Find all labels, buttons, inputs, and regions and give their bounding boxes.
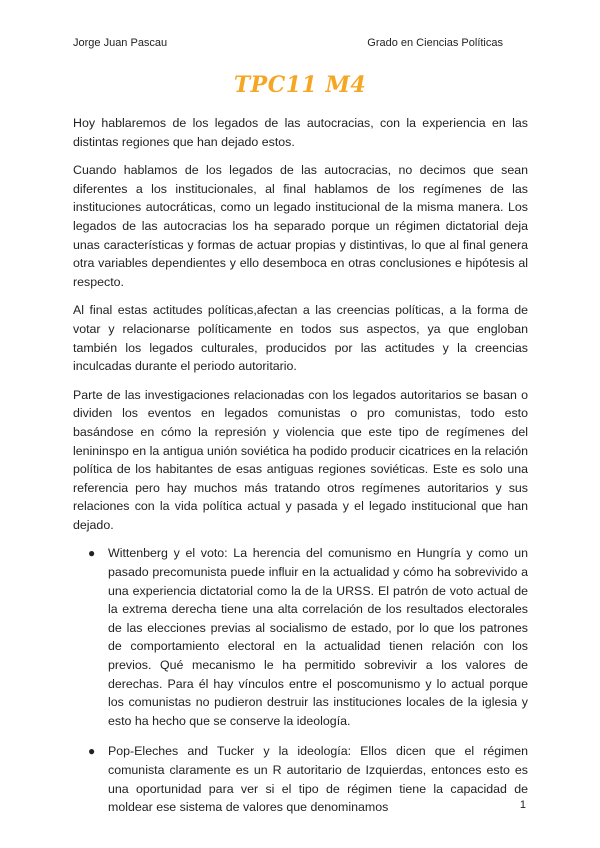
paragraph-actitudes: Al final estas actitudes políticas,afectan a las creencias políticas, a la forma de votar y relacionarse políticamente en todos sus aspectos, ya que engloban también los legados culturales, producidos por las actitudes y la creencias inculcadas durante el periodo autoritario. <box>73 303 528 374</box>
paragraph-investigaciones: Parte de las investigaciones relacionadas con los legados autoritarios se basan o dividen los eventos en legados comunistas o pro comunistas, todo esto basándose en cómo la represión y violencia que este tipo de regímenes del lenininspo en la antigua unión soviética ha podido producir cicatrices en la relación política de los habitantes de esas antiguas regiones soviéticas. Este es solo una referencia pero hay muchos más tratando otros regímenes autoritarios y sus relaciones con la vida política actual y pasada y el legado institucional que han dejado. <box>73 387 528 532</box>
list-item <box>73 742 528 816</box>
document-title: TPC11 M4 <box>233 72 367 98</box>
page-number: 1 <box>519 799 526 811</box>
bullet-icon: ● <box>88 546 96 561</box>
paragraph-legados: Cuando hablamos de los legados de las autocracias, no decimos que sean diferentes a los institucionales, al final hablamos de los regímenes de las instituciones autocráticas, como un legado institucional de la misma manera. Los legados de las autocracias los ha separado porque un régimen dictatorial deja unas características y formas de actuar propias y distintivas, lo que al final genera otra variables dependientes y ello desemboca en otras conclusiones e hipótesis al respecto. <box>73 163 528 289</box>
bullet-icon: ● <box>88 744 96 759</box>
header-degree: Grado en Ciencias Políticas <box>367 37 503 49</box>
header-author: Jorge Juan Pascau <box>73 37 168 49</box>
document-body <box>73 114 528 829</box>
list-item <box>73 544 528 730</box>
bullet-text: Pop-Eleches and Tucker y la ideología: Ellos dicen que el régimen comunista claramente es un R autoritario de Izquierdas, entonces esto es una oportunidad para ver si el tipo de régimen tiene la capacidad de moldear ese sistema de valores que denominamos <box>108 744 528 815</box>
paragraph-intro: Hoy hablaremos de los legados de las autocracias, con la experiencia en las distintas regiones que han dejado estos. <box>73 116 528 149</box>
bullet-text: Wittenberg y el voto: La herencia del comunismo en Hungría y como un pasado precomunista puede influir en la actualidad y cómo ha sobrevivido a una experiencia dictatorial como la de la URSS. El patrón de voto actual de la extrema derecha tiene una alta correlación de los resultados electorales de las elecciones previas al socialismo de estado, por lo que los patrones de comportamiento electoral en la actualidad tienen relación con los previos. Qué mecanismo le ha permitido sobrevivir a los valores de derechas. Para él hay vínculos entre el poscomunismo y lo actual porque los comunistas no pudieron destruir las instituciones locales de la iglesia y esto ha hecho que se conserve la ideología. <box>108 546 528 728</box>
bullet-list <box>73 544 528 816</box>
